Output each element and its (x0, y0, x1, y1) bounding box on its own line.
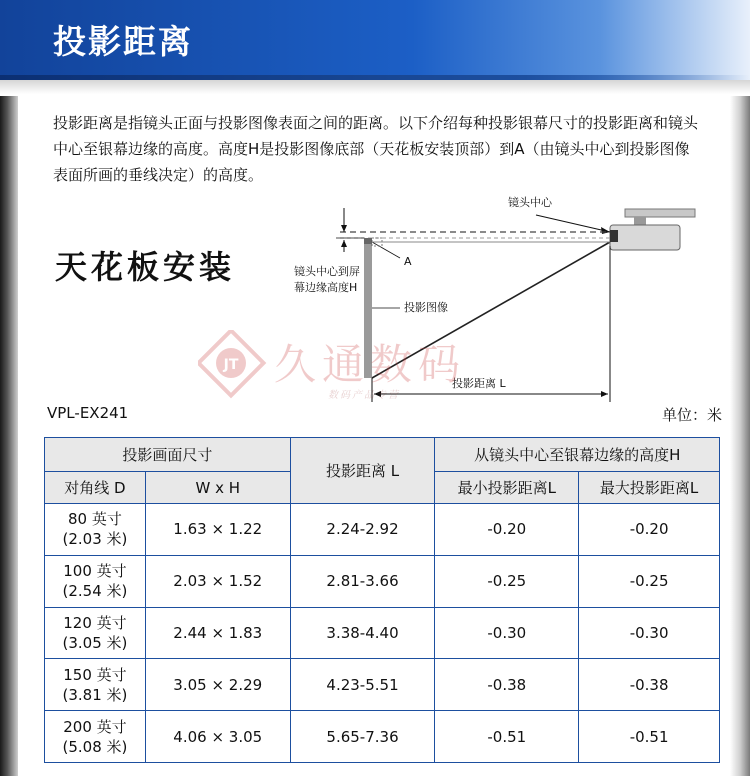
table-header-row-1 (45, 438, 720, 472)
diagonal-cell: 120 英寸 (3.05 米) (45, 607, 146, 659)
header-min-distance: 最小投影距离L (435, 472, 579, 504)
lens-center-label: 镜头中心 (508, 196, 552, 209)
right-frame-edge (730, 96, 750, 776)
height-min-cell: -0.20 (435, 504, 579, 556)
height-max-cell: -0.38 (579, 659, 720, 711)
height-max-cell: -0.20 (579, 504, 720, 556)
wh-cell: 4.06 × 3.05 (145, 711, 290, 763)
table-row (45, 555, 720, 607)
header-max-distance: 最大投影距离L (579, 472, 720, 504)
page-title: 投影距离 (53, 22, 193, 61)
watermark-brand: 久通数码 (274, 340, 467, 389)
header-width-height: W x H (145, 472, 290, 504)
svg-text:JT: JT (223, 357, 239, 373)
height-max-cell: -0.51 (579, 711, 720, 763)
height-max-cell: -0.30 (579, 607, 720, 659)
diagonal-cell: 100 英寸 (2.54 米) (45, 555, 146, 607)
table-row (45, 504, 720, 556)
projected-image-label: 投影图像 (404, 301, 448, 314)
model-number: VPL-EX241 (47, 404, 129, 422)
distance-cell: 4.23-5.51 (290, 659, 435, 711)
table-row (45, 659, 720, 711)
diagonal-cell: 200 英寸 (5.08 米) (45, 711, 146, 763)
height-min-cell: -0.25 (435, 555, 579, 607)
height-min-cell: -0.38 (435, 659, 579, 711)
table-row (45, 711, 720, 763)
projection-distance-label: 投影距离 L (452, 377, 506, 390)
table-row (45, 607, 720, 659)
distance-cell: 3.38-4.40 (290, 607, 435, 659)
header-projection-distance: 投影距离 L (290, 438, 435, 504)
point-a-label: A (404, 255, 412, 268)
diagonal-cell: 80 英寸 (2.03 米) (45, 504, 146, 556)
watermark-tagline: 数码产品专营 (328, 390, 400, 401)
header-diagonal: 对角线 D (45, 472, 146, 504)
wh-cell: 2.03 × 1.52 (145, 555, 290, 607)
unit-label: 单位：米 (661, 406, 722, 424)
height-min-cell: -0.51 (435, 711, 579, 763)
lens-to-screen-edge-label: 镜头中心到屏幕边缘高度H (294, 265, 360, 294)
height-max-cell: -0.25 (579, 555, 720, 607)
wh-cell: 1.63 × 1.22 (145, 504, 290, 556)
header-image-size: 投影画面尺寸 (45, 438, 291, 472)
intro-paragraph: 投影距离是指镜头正面与投影图像表面之间的距离。以下介绍每种投影银幕尺寸的投影距离和镜头中心至银幕边缘的高度。高度H是投影图像底部（天花板安装顶部）到A（由镜头中心到投影图像表面所画的垂线决定）的高度。 (53, 114, 699, 184)
distance-cell: 2.24-2.92 (290, 504, 435, 556)
diagonal-cell: 150 英寸 (3.81 米) (45, 659, 146, 711)
watermark (198, 330, 538, 400)
watermark-logo-icon (198, 330, 268, 400)
section-title: 天花板安装 (55, 248, 236, 286)
projection-spec-table (44, 437, 720, 763)
header-bar (0, 0, 750, 80)
header-lens-height: 从镜头中心至银幕边缘的高度H (435, 438, 720, 472)
wh-cell: 2.44 × 1.83 (145, 607, 290, 659)
wh-cell: 3.05 × 2.29 (145, 659, 290, 711)
distance-cell: 2.81-3.66 (290, 555, 435, 607)
height-min-cell: -0.30 (435, 607, 579, 659)
header-shadow (0, 80, 750, 94)
left-frame-edge (0, 96, 18, 776)
distance-cell: 5.65-7.36 (290, 711, 435, 763)
